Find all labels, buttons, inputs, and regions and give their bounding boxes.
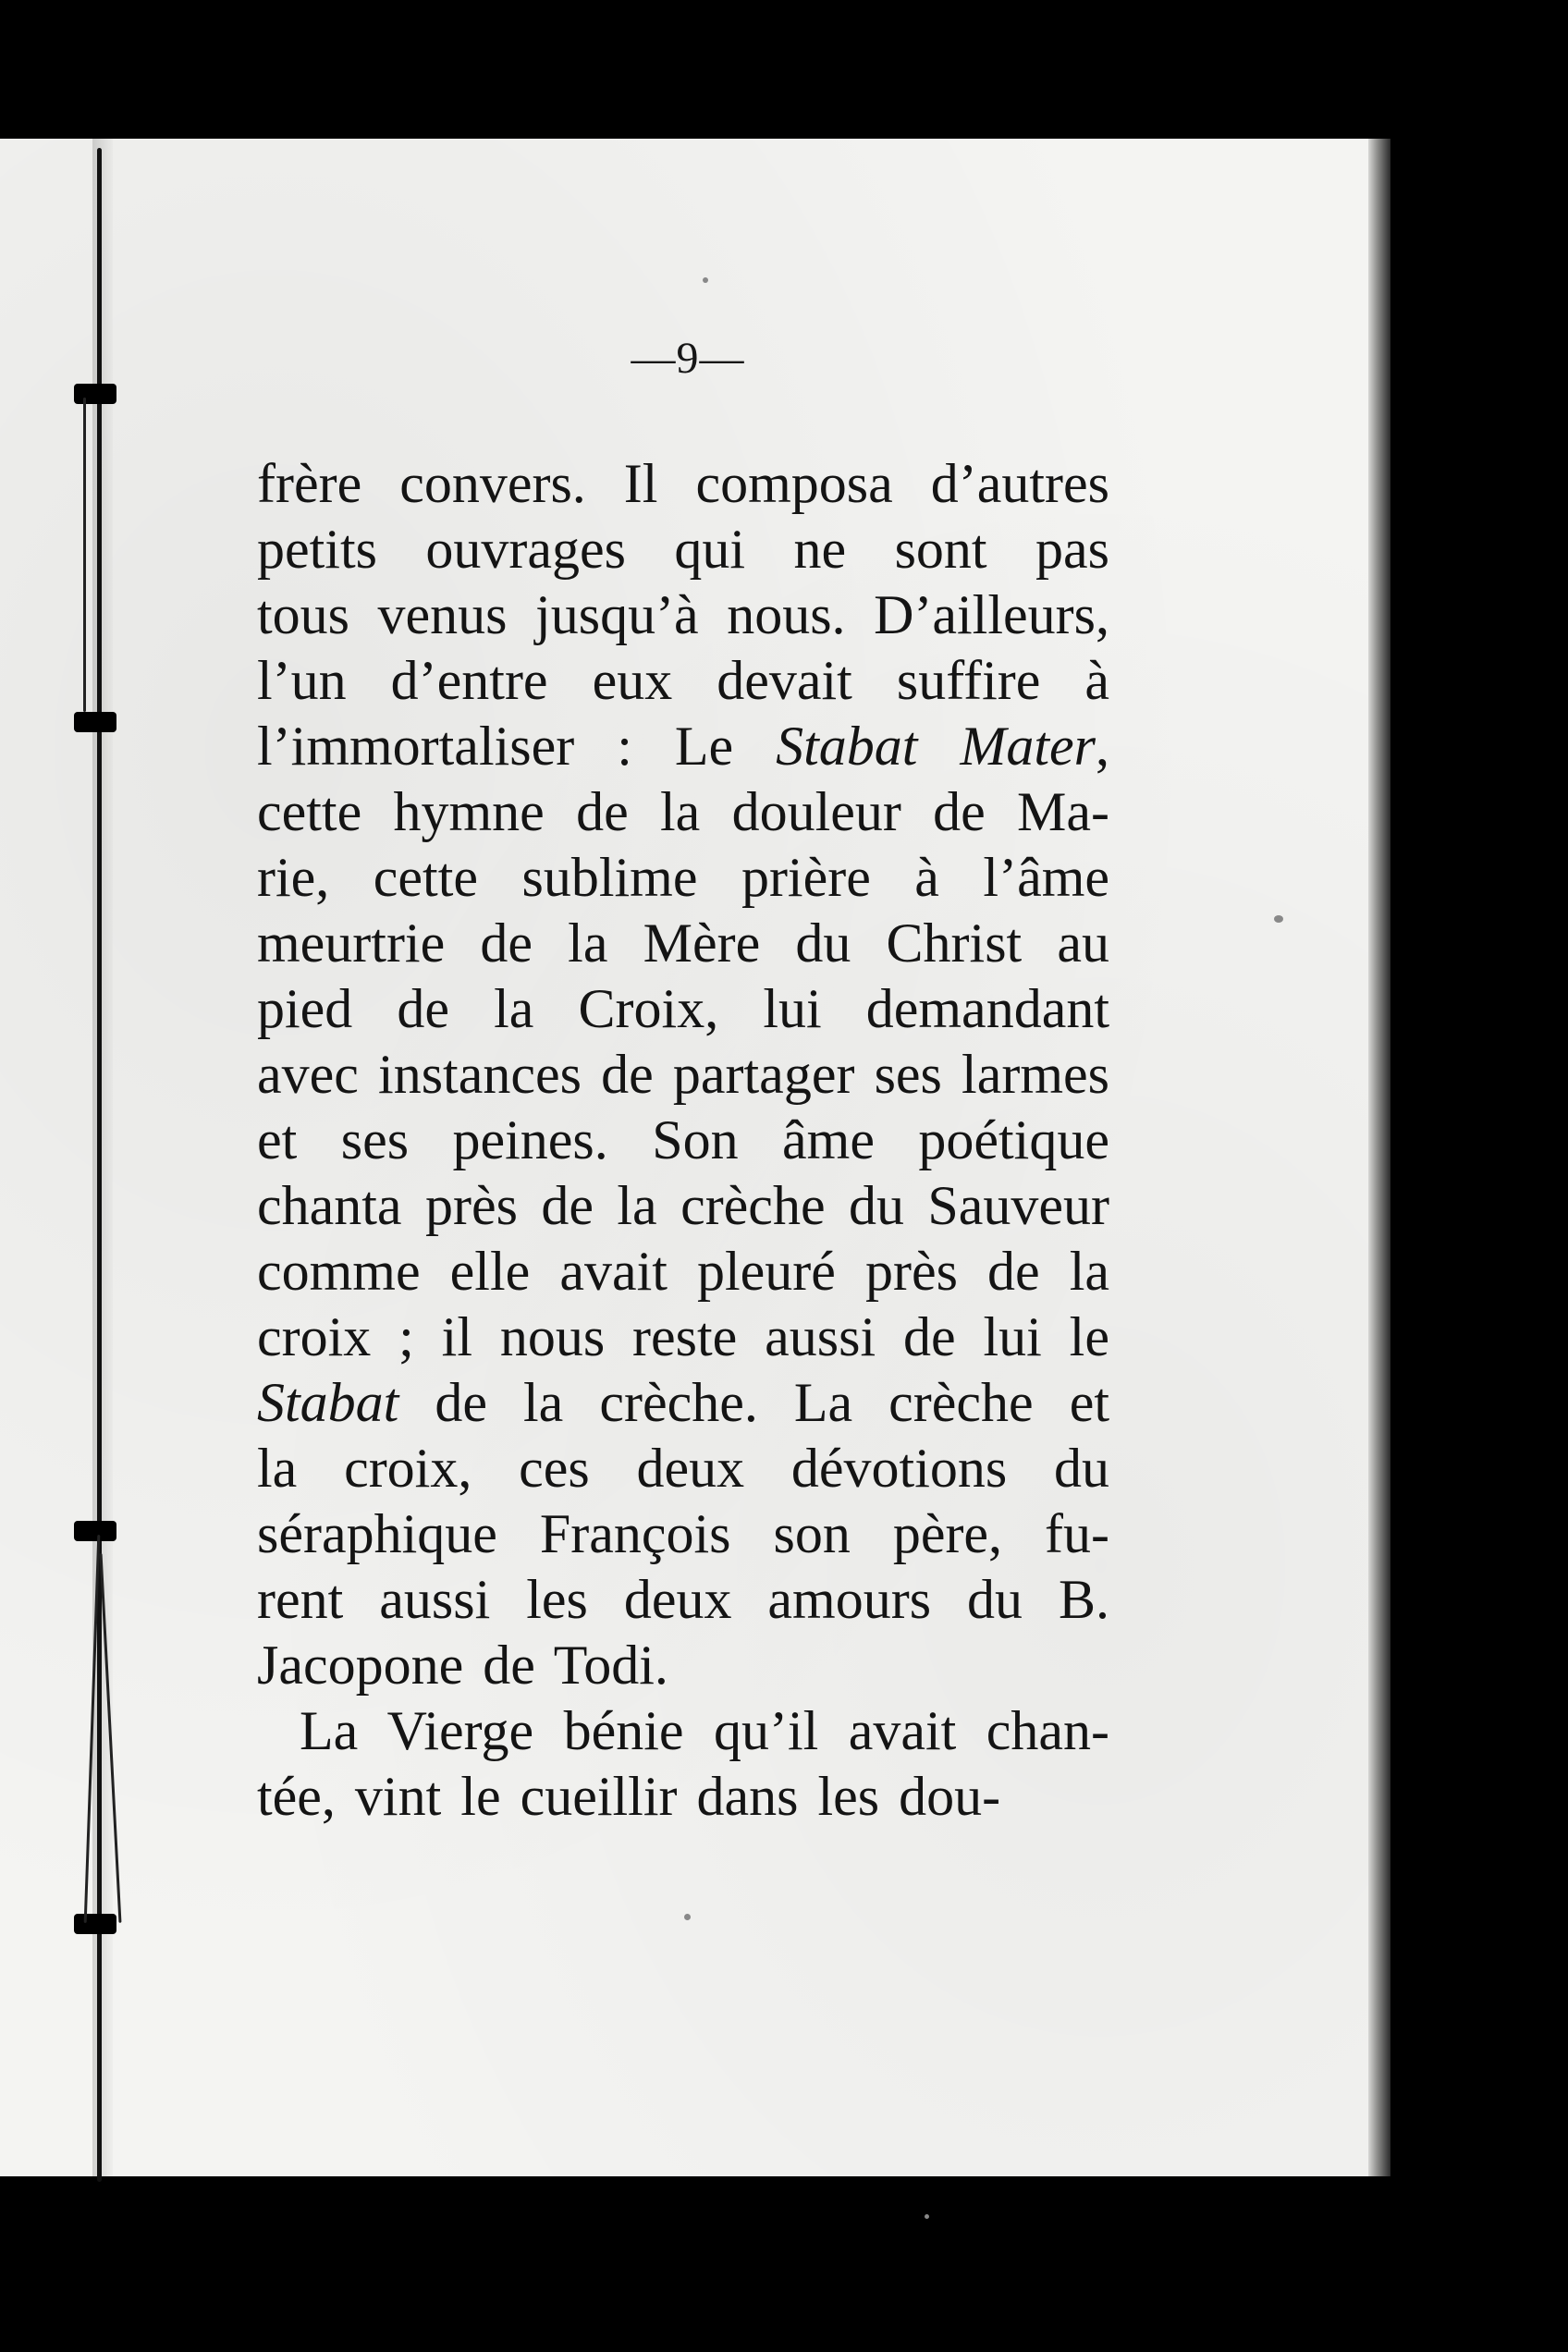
text-line: pied de la Croix, lui demandant [257,978,1109,1039]
italic-title: Stabat Mater [776,716,1096,777]
paper-speck [703,277,708,283]
text-line: cette hymne de la douleur de Ma- [257,781,1109,842]
paper-speck [1274,915,1283,923]
paper-speck [684,1914,691,1920]
body-text [257,451,1109,1830]
binding-stitch [74,1914,116,1934]
text-line [257,1370,1109,1436]
text-line: comme elle avait pleuré près de la [257,1241,1109,1302]
italic-title: Stabat [257,1372,399,1433]
text-line: chanta près de la crèche du Sauveur [257,1175,1109,1236]
binding-stitch [74,1521,116,1541]
text-line: frère convers. Il composa d’autres [257,453,1109,514]
binding-stitch [74,384,116,404]
text-line: la croix, ces deux dévotions du [257,1438,1109,1499]
page-edge [1368,139,1390,2176]
text-line: rie, cette sublime prière à l’âme [257,847,1109,908]
text-line: Jacopone de Todi. [257,1635,668,1696]
text-line [257,714,1109,779]
binding-thread [83,398,86,712]
text-run: , [1096,716,1109,777]
binding-gutter [92,139,113,2176]
text-line: séraphique François son père, fu- [257,1503,1109,1564]
text-line: et ses peines. Son âme poétique [257,1109,1109,1170]
paper-speck [925,2214,929,2219]
text-line: La Vierge bénie qu’il avait chan- [300,1700,1109,1761]
page-number: —9— [631,334,745,383]
text-line: avec instances de partager ses larmes [257,1044,1109,1105]
text-run: l’immortaliser : Le [257,716,777,777]
text-line: tée, vint le cueillir dans les dou- [257,1766,1001,1827]
binding-stitch [74,712,116,732]
text-run: de la crèche. La crèche et [398,1372,1109,1433]
text-line: croix ; il nous reste aussi de lui le [257,1306,1109,1367]
text-line: rent aussi les deux amours du B. [257,1569,1109,1630]
text-line: petits ouvrages qui ne sont pas [257,519,1109,580]
spine-line [97,148,102,2182]
text-line: meurtrie de la Mère du Christ au [257,913,1109,974]
text-line: tous venus jusqu’à nous. D’ailleurs, [257,584,1109,645]
text-line: l’un d’entre eux devait suffire à [257,650,1109,711]
